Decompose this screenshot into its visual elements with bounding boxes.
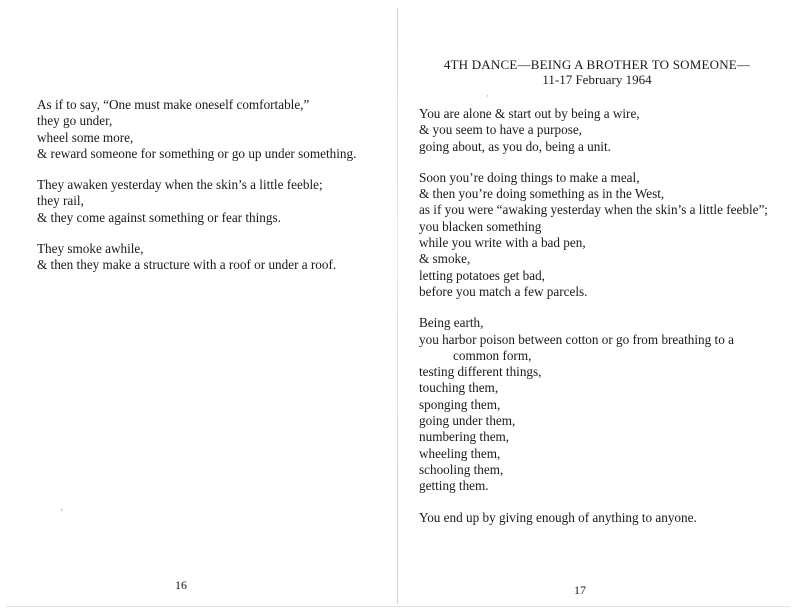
poem-line: & you seem to have a purpose, [419,122,582,138]
poem-line: getting them. [419,478,489,494]
poem-line: numbering them, [419,429,510,445]
dance-heading [398,57,796,87]
right-page-poem [419,106,768,541]
poem-line: They smoke awhile, [37,241,144,257]
right-page [398,0,796,612]
poem-line: & they come against something or fear things. [37,209,281,225]
stanza [419,170,768,300]
poem-line: you harbor poison between cotton or go from breathing to a [419,331,734,347]
poem-line: As if to say, “One must make oneself comfortable,” [37,97,310,112]
stanza [37,97,356,162]
stanza [419,510,768,526]
poem-line: Being earth, [419,315,484,331]
poem-line: You end up by giving enough of anything to anyone. [419,509,697,525]
stanza [37,177,356,226]
poem-line: you blacken something [419,218,542,234]
poem-line: they rail, [37,193,84,209]
page-bottom-edge [6,606,790,607]
poem-line-continuation: common form, [453,347,532,363]
stanza [37,241,356,274]
scan-speck: · [486,91,489,101]
poem-line: going under them, [419,413,516,429]
poem-line: going about, as you do, being a unit. [419,138,611,154]
poem-line: they go under, [37,113,113,129]
poem-line: schooling them, [419,461,504,477]
poem-line: testing different things, [419,364,542,380]
dance-title: 4TH DANCE—BEING A BROTHER TO SOMEONE— [443,57,751,72]
poem-line: letting potatoes get bad, [419,267,545,283]
scan-speck: ‘ [60,507,63,517]
poem-line: You are alone & start out by being a wire, [419,106,640,121]
poem-line: before you match a few parcels. [419,283,588,299]
stanza [419,315,768,494]
stanza [419,106,768,155]
poem-line: & reward someone for something or go up under something. [37,145,357,161]
poem-line: wheeling them, [419,445,501,461]
page-number-right: 17 [574,583,586,597]
poem-line: & then they make a structure with a roof or under a roof. [37,257,337,273]
poem-line: & then you’re doing something as in the West, [419,186,665,202]
poem-line: while you write with a bad pen, [419,235,586,251]
poem-line: as if you were “awaking yesterday when the skin’s a little feeble”; [419,202,768,218]
poem-line: They awaken yesterday when the skin’s a little feeble; [37,177,323,193]
dance-date: 11-17 February 1964 [542,72,652,87]
poem-line: wheel some more, [37,129,134,145]
poem-line: touching them, [419,380,499,396]
left-page-poem [37,97,356,289]
page-number-left: 16 [175,578,187,592]
poem-line: sponging them, [419,396,501,412]
poem-line: & smoke, [419,251,471,267]
poem-line: Soon you’re doing things to make a meal, [419,169,640,185]
